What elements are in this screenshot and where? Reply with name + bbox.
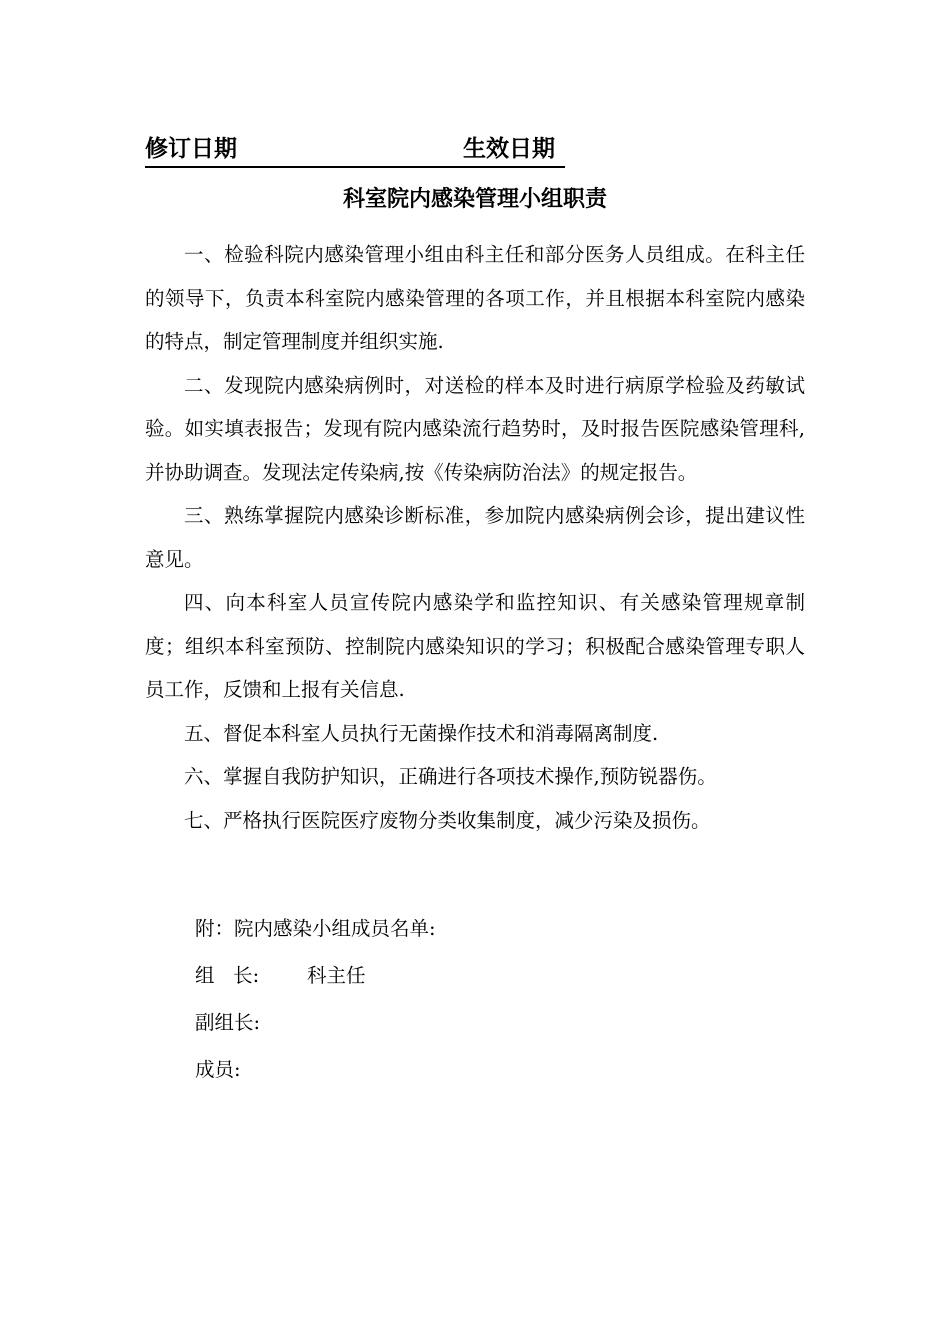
paragraph-2: 二、发现院内感染病例时，对送检的样本及时进行病原学检验及药敏试验。如实填表报告；发现有院内感染流行趋势时，及时报告医院感染管理科,并协助调查。发现法定传染病,按《传染病防治法》的规定报告。 — [145, 373, 805, 484]
revision-header — [145, 132, 565, 168]
document-title: 科室院内感染管理小组职责 — [342, 187, 607, 212]
leader-label: 组 长: — [195, 964, 260, 987]
leader-value: 科主任 — [307, 964, 366, 987]
paragraph-1: 一、检验科院内感染管理小组由科主任和部分医务人员组成。在科主任的领导下，负责本科室院内感染管理的各项工作，并且根据本科室院内感染的特点，制定管理制度并组织实施. — [145, 243, 805, 353]
paragraph-3: 三、熟练掌握院内感染诊断标准，参加院内感染病例会诊，提出建议性意见。 — [145, 504, 805, 571]
paragraph-6: 六、掌握自我防护知识，正确进行各项技术操作,预防锐器伤。 — [184, 765, 717, 788]
revision-date-label: 修订日期 — [145, 136, 237, 162]
document-body — [145, 233, 805, 842]
paragraph-4: 四、向本科室人员宣传院内感染学和监控知识、有关感染管理规章制度；组织本科室预防、控制院内感染知识的学习；积极配合感染管理专职人员工作，反馈和上报有关信息. — [145, 591, 805, 701]
deputy-leader-label: 副组长: — [195, 1011, 261, 1034]
member-list — [195, 905, 436, 1093]
member-list-intro: 附：院内感染小组成员名单: — [195, 917, 436, 940]
paragraph-5: 五、督促本科室人员执行无菌操作技术和消毒隔离制度. — [184, 721, 659, 745]
effective-date-label: 生效日期 — [463, 136, 555, 162]
leader-row — [195, 952, 436, 999]
paragraph-7: 七、严格执行医院医疗废物分类收集制度，减少污染及损伤。 — [184, 808, 711, 832]
members-label: 成员: — [195, 1058, 241, 1081]
